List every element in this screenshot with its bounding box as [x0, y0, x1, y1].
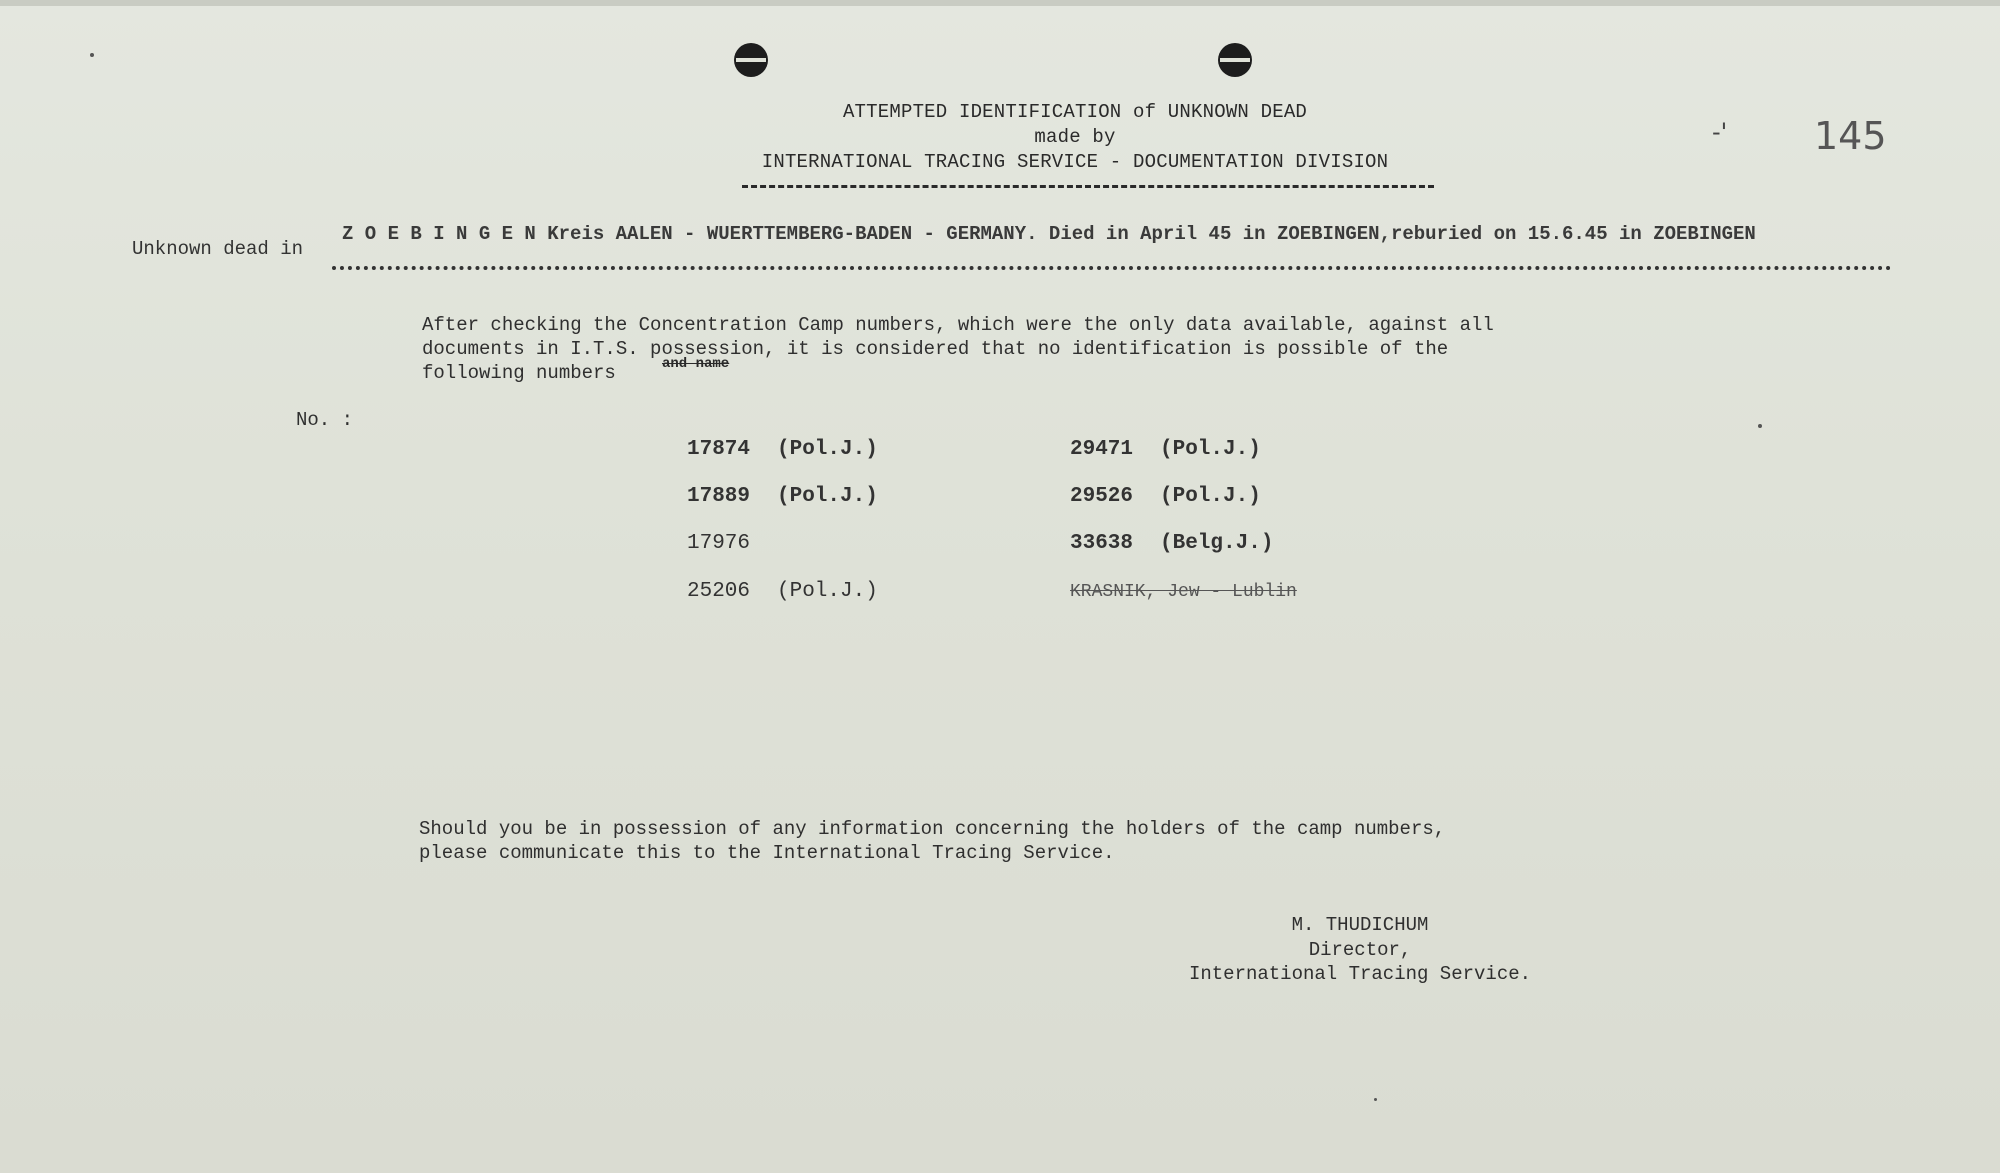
camp-number: 17874: [687, 438, 751, 461]
header-underline: [742, 185, 1434, 188]
location-details: Z O E B I N G E N Kreis AALEN - WUERTTEMBERG-BADEN - GERMANY. Died in April 45 in ZOEBINGEN,reburied on 15.6.45 in ZOEBINGEN: [342, 223, 1756, 245]
camp-number: 29471: [1070, 438, 1134, 461]
paragraph-line-3: following numbers: [422, 362, 616, 384]
paper-top-edge: [0, 0, 2000, 6]
camp-number-note: (Pol.J.): [1160, 438, 1261, 461]
fill-in-dotted-line: [332, 266, 1892, 270]
paragraph-line-2: documents in I.T.S. possession, it is considered that no identification is possible of the: [422, 338, 1449, 360]
camp-number-note: (Belg.J.): [1160, 532, 1274, 555]
signatory-organization: International Tracing Service.: [1188, 963, 1532, 985]
paragraph-line-1: After checking the Concentration Camp numbers, which were the only data available, against all: [422, 314, 1494, 336]
camp-number: 29526: [1070, 485, 1134, 508]
paper-speck: [1758, 424, 1762, 428]
page-number: 145: [1814, 114, 1887, 158]
corner-mark: -': [1712, 118, 1728, 146]
camp-number: 25206: [687, 580, 751, 603]
signatory-name: M. THUDICHUM: [1291, 914, 1429, 936]
closing-line-2: please communicate this to the International Tracing Service.: [419, 842, 1115, 864]
document-title: ATTEMPTED IDENTIFICATION of UNKNOWN DEAD: [842, 101, 1308, 123]
signatory-title: Director,: [1308, 939, 1412, 961]
camp-number-note: (Pol.J.): [777, 485, 878, 508]
paper-speck: [90, 53, 94, 57]
closing-line-1: Should you be in possession of any information concerning the holders of the camp numbers,: [419, 818, 1446, 840]
camp-number-note: (Pol.J.): [777, 438, 878, 461]
punch-hole-right: [1218, 43, 1252, 77]
punch-hole-left: [734, 43, 768, 77]
struck-entry: KRASNIK, Jew - Lublin: [1070, 582, 1297, 602]
struck-words: and name: [662, 356, 730, 372]
unknown-dead-label: Unknown dead in: [132, 238, 304, 260]
camp-number-note: (Pol.J.): [777, 580, 878, 603]
paper-speck: [1374, 1098, 1377, 1101]
camp-number: 33638: [1070, 532, 1134, 555]
camp-number-note: (Pol.J.): [1160, 485, 1261, 508]
organization-line: INTERNATIONAL TRACING SERVICE - DOCUMENTATION DIVISION: [761, 151, 1389, 173]
numbers-label: No. :: [296, 409, 354, 431]
camp-number: 17889: [687, 485, 751, 508]
made-by-line: made by: [1034, 126, 1116, 148]
camp-number: 17976: [687, 532, 751, 555]
